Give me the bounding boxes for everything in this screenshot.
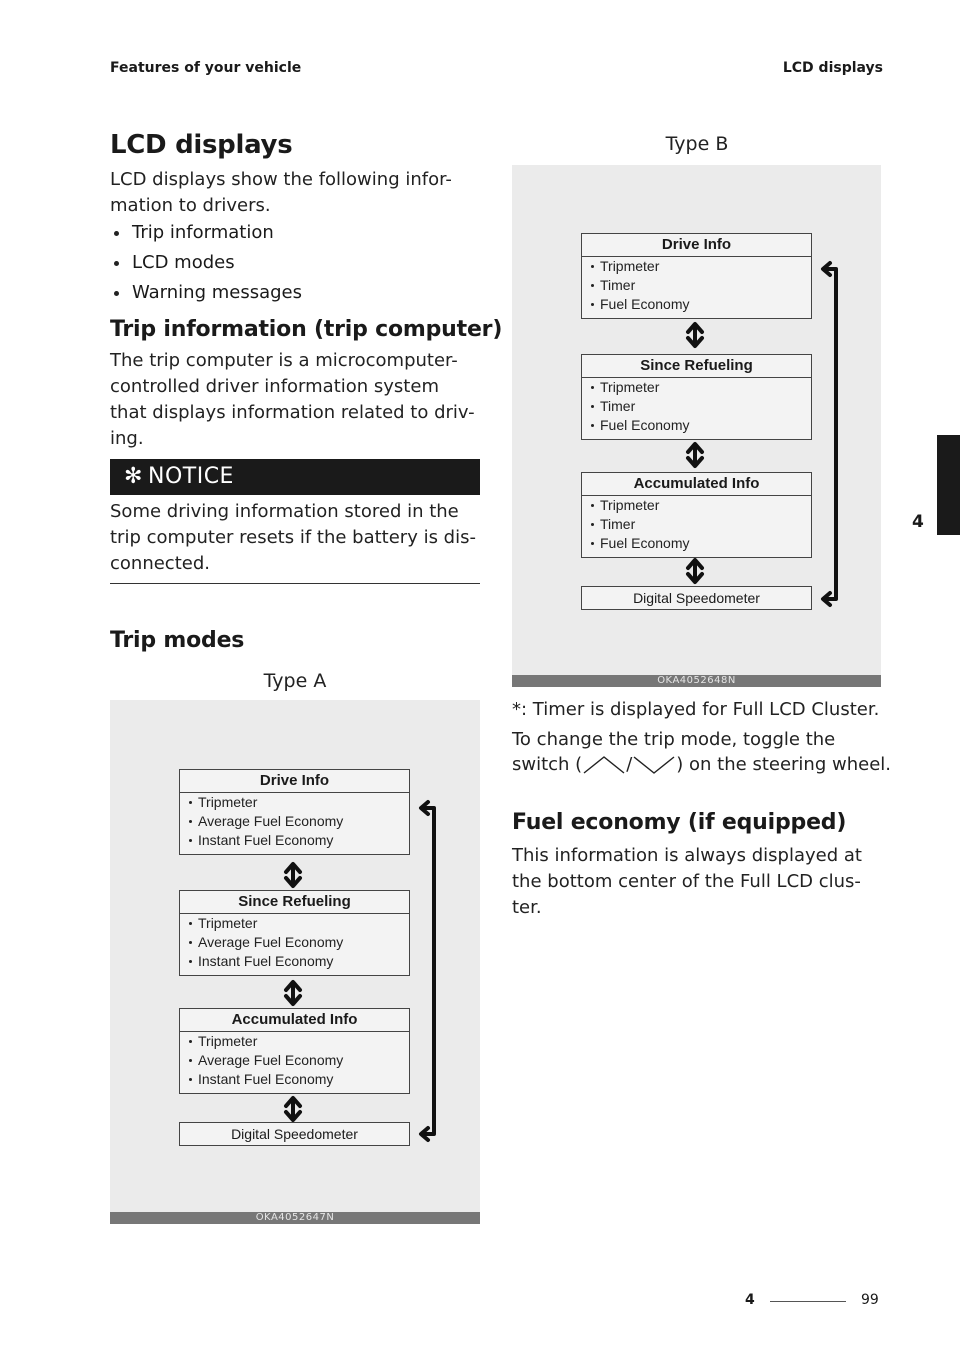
box-digital-speedometer: Digital Speedometer [179, 1122, 410, 1146]
running-header-right: LCD displays [782, 60, 883, 76]
double-arrow-icon [688, 560, 702, 582]
double-arrow-icon [286, 982, 300, 1004]
double-arrow-icon [688, 324, 702, 346]
box-item: Instant Fuel Economy [180, 831, 409, 850]
box-title: Drive Info [582, 234, 811, 257]
footer-page-number: 99 [861, 1292, 879, 1308]
box-title: Accumulated Info [582, 473, 811, 496]
box-item: Timer [582, 397, 811, 416]
bullet-lcd-modes: LCD modes [110, 248, 480, 278]
lcd-intro: LCD displays show the following infor- mation to drivers. [110, 169, 452, 216]
section-title-trip-info: Trip information (trip computer) [110, 317, 503, 342]
return-loop-arrow-icon [421, 802, 434, 1140]
trip-info-body: The trip computer is a microcomputer- controlled driver information system that displays information related to driv- ing. [110, 350, 475, 449]
figure-b-code: OKA4052648N [512, 675, 881, 687]
figure-a-code: OKA4052647N [110, 1212, 480, 1224]
figure-b-label: Type B [665, 133, 729, 155]
footer-chapter: 4 [745, 1292, 755, 1308]
flow-arrows [110, 700, 480, 1224]
toggle-post: ) on the steering wheel. [676, 754, 891, 775]
notice-label: NOTICE [148, 464, 234, 489]
lcd-bullet-list [110, 218, 480, 308]
chapter-side-tab [937, 435, 960, 535]
chevron-down-icon [632, 755, 676, 775]
chevron-up-icon [582, 755, 626, 775]
notice-divider [110, 583, 480, 584]
box-title: Accumulated Info [180, 1009, 409, 1032]
box-item: Tripmeter [582, 257, 811, 276]
box-item: Fuel Economy [582, 416, 811, 435]
box-item: Tripmeter [180, 914, 409, 933]
section-title-fuel-economy: Fuel economy (if equipped) [512, 810, 847, 835]
section-title-trip-modes: Trip modes [110, 628, 245, 653]
flow-arrows [512, 165, 881, 687]
box-item: Tripmeter [582, 496, 811, 515]
box-item: Instant Fuel Economy [180, 1070, 409, 1089]
running-header-left: Features of your vehicle [110, 60, 302, 76]
return-loop-arrow-icon [823, 263, 836, 605]
box-item: Average Fuel Economy [180, 812, 409, 831]
box-item: Average Fuel Economy [180, 933, 409, 952]
timer-footnote: *: Timer is displayed for Full LCD Cluster. [512, 699, 880, 720]
box-item: Instant Fuel Economy [180, 952, 409, 971]
bullet-warning-messages: Warning messages [110, 278, 480, 308]
footer-rule [770, 1301, 846, 1302]
figure-type-b [512, 165, 881, 687]
double-arrow-icon [286, 1098, 300, 1120]
asterisk-icon: ✻ [124, 464, 143, 489]
box-item: Tripmeter [180, 1032, 409, 1051]
toggle-slash: / [626, 754, 633, 775]
section-title-lcd: LCD displays [110, 130, 293, 160]
toggle-instruction-line2 [512, 752, 892, 778]
box-item: Tripmeter [582, 378, 811, 397]
box-title: Since Refueling [180, 891, 409, 914]
bullet-trip-info: Trip information [110, 218, 480, 248]
box-item: Fuel Economy [582, 534, 811, 553]
fuel-economy-body: This information is always displayed at the bottom center of the Full LCD clus- ter. [512, 845, 862, 918]
box-item: Fuel Economy [582, 295, 811, 314]
toggle-pre: switch ( [512, 754, 583, 775]
double-arrow-icon [286, 864, 300, 886]
box-item: Timer [582, 276, 811, 295]
chapter-side-number: 4 [912, 512, 924, 532]
box-digital-speedometer: Digital Speedometer [581, 586, 812, 610]
notice-bar-overlay [425, 459, 480, 495]
box-item: Average Fuel Economy [180, 1051, 409, 1070]
figure-type-a [110, 700, 480, 1224]
figure-a-label: Type A [263, 670, 327, 692]
box-title: Since Refueling [582, 355, 811, 378]
box-item: Tripmeter [180, 793, 409, 812]
toggle-instruction-line1: To change the trip mode, toggle the [512, 729, 836, 750]
double-arrow-icon [688, 444, 702, 466]
box-title: Drive Info [180, 770, 409, 793]
box-item: Timer [582, 515, 811, 534]
notice-body: Some driving information stored in the trip computer resets if the battery is dis- connected. [110, 501, 476, 574]
